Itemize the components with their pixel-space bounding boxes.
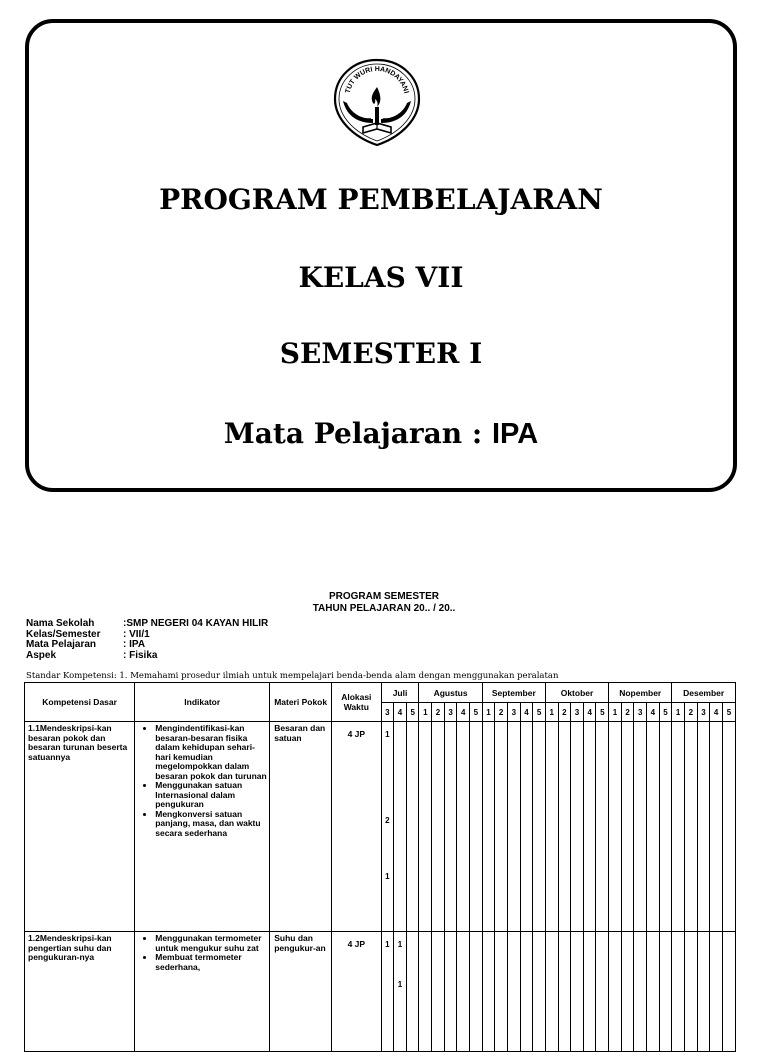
week-cell	[634, 932, 647, 1052]
week-header: 4	[520, 703, 533, 722]
week-cell	[394, 722, 407, 932]
info-row	[26, 619, 268, 630]
week-cell	[647, 722, 660, 932]
week-cell	[406, 932, 419, 1052]
week-header: 3	[507, 703, 520, 722]
week-header: 2	[684, 703, 697, 722]
indikator-cell	[135, 932, 270, 1052]
week-header: 2	[621, 703, 634, 722]
week-header: 4	[583, 703, 596, 722]
indikator-item: • Mengkonversi satuan panjang, masa, dan waktu secara sederhana	[155, 810, 269, 839]
program-semester-title: PROGRAM SEMESTER	[328, 591, 439, 602]
week-header: 2	[495, 703, 508, 722]
week-header: 3	[634, 703, 647, 722]
week-mark: 1	[385, 940, 390, 949]
week-cell	[533, 932, 546, 1052]
indikator-item: • Menggunakan termometer untuk mengukur suhu zat	[155, 934, 269, 953]
week-cell	[583, 722, 596, 932]
week-header: 3	[381, 703, 394, 722]
week-header: 2	[432, 703, 445, 722]
week-cell	[444, 932, 457, 1052]
week-cell	[697, 722, 710, 932]
week-cell	[545, 932, 558, 1052]
week-cell	[558, 722, 571, 932]
week-cell	[596, 722, 609, 932]
info-row	[26, 640, 268, 651]
week-cell	[545, 722, 558, 932]
kompetensi-dasar-cell: 1.1Mendeskripsi-kan besaran pokok dan besaran turunan beserta satuannya	[25, 722, 135, 932]
week-cell	[457, 932, 470, 1052]
week-cell	[419, 932, 432, 1052]
week-cell	[659, 722, 672, 932]
week-cell	[520, 722, 533, 932]
week-cell	[444, 722, 457, 932]
month-header: Juli	[381, 683, 419, 703]
week-cell	[647, 932, 660, 1052]
info-value: : IPA	[123, 639, 146, 650]
week-cell	[432, 722, 445, 932]
week-cell	[621, 722, 634, 932]
indikator-item: • Membuat termometer sederhana,	[155, 953, 269, 972]
week-header: 5	[533, 703, 546, 722]
semester-program-table	[24, 682, 736, 1052]
cover-semester: SEMESTER I	[279, 337, 483, 370]
cover-kelas: KELAS VII	[298, 261, 464, 294]
mapel-label: Mata Pelajaran :	[223, 417, 492, 450]
week-cell	[432, 932, 445, 1052]
week-header: 1	[545, 703, 558, 722]
week-cell	[470, 722, 483, 932]
week-cell	[659, 932, 672, 1052]
week-cell	[609, 932, 622, 1052]
week-header: 3	[444, 703, 457, 722]
week-cell	[507, 932, 520, 1052]
week-header: 3	[571, 703, 584, 722]
month-header: Oktober	[545, 683, 608, 703]
info-label: Aspek	[26, 649, 57, 661]
info-value: : Fisika	[123, 649, 158, 661]
week-cell	[571, 722, 584, 932]
table-row	[25, 722, 736, 932]
alokasi-waktu-cell: 4 JP	[332, 722, 381, 932]
week-cell	[533, 722, 546, 932]
week-cell	[558, 932, 571, 1052]
program-semester-subtitle: TAHUN PELAJARAN 20.. / 20..	[312, 603, 456, 614]
info-label: Mata Pelajaran	[26, 639, 97, 650]
week-cell	[571, 932, 584, 1052]
header-materi-pokok: Materi Pokok	[270, 683, 332, 722]
week-cell	[406, 722, 419, 932]
materi-pokok-cell: Besaran dan satuan	[270, 722, 332, 932]
week-mark: 1	[397, 940, 403, 949]
week-cell	[520, 932, 533, 1052]
week-cell	[697, 932, 710, 1052]
week-header: 4	[647, 703, 660, 722]
week-cell	[583, 932, 596, 1052]
indikator-item: • Menggunakan satuan Internasional dalam pengukuran	[155, 781, 269, 810]
header-alokasi-waktu: Alokasi Waktu	[332, 683, 381, 722]
week-cell	[495, 932, 508, 1052]
week-cell	[722, 932, 735, 1052]
week-cell	[596, 932, 609, 1052]
week-header: 1	[672, 703, 685, 722]
week-header: 5	[722, 703, 735, 722]
header-kompetensi-dasar: Kompetensi Dasar	[25, 683, 135, 722]
week-mark: 2	[385, 816, 390, 825]
week-header: 5	[659, 703, 672, 722]
week-cell	[710, 722, 723, 932]
info-value: : VII/1	[123, 628, 150, 640]
materi-pokok-cell: Suhu dan pengukur-an	[270, 932, 332, 1052]
mapel-value: IPA	[492, 418, 539, 450]
info-value: :SMP NEGERI 04 KAYAN HILIR	[123, 618, 269, 629]
info-label: Nama Sekolah	[26, 618, 95, 629]
cover-mata-pelajaran	[29, 417, 733, 451]
week-cell	[394, 932, 407, 1052]
week-cell	[672, 932, 685, 1052]
week-cell	[381, 932, 394, 1052]
school-info	[26, 619, 268, 661]
cover-frame	[25, 19, 737, 492]
tut-wuri-handayani-logo-icon	[329, 57, 425, 147]
week-cell	[470, 932, 483, 1052]
week-header: 4	[394, 703, 407, 722]
week-cell	[621, 932, 634, 1052]
month-header: September	[482, 683, 545, 703]
week-cell	[684, 722, 697, 932]
week-cell	[482, 932, 495, 1052]
week-header: 5	[406, 703, 419, 722]
info-row	[26, 651, 268, 662]
week-cell	[684, 932, 697, 1052]
week-header: 5	[470, 703, 483, 722]
week-cell	[457, 722, 470, 932]
week-header: 1	[609, 703, 622, 722]
week-header: 5	[596, 703, 609, 722]
table-row	[25, 932, 736, 1052]
kompetensi-dasar-cell: 1.2Mendeskripsi-kan pengertian suhu dan pengukuran-nya	[25, 932, 135, 1052]
indikator-item: • Mengindentifikasi-kan besaran-besaran fisika dalam kehidupan sehari-hari kemudian megelompokkan dalam besaran pokok dan turunan	[155, 724, 269, 781]
month-header: Nopember	[609, 683, 672, 703]
week-cell	[507, 722, 520, 932]
week-header: 3	[697, 703, 710, 722]
week-cell	[672, 722, 685, 932]
week-cell	[710, 932, 723, 1052]
cover-title: PROGRAM PEMBELAJARAN	[159, 183, 603, 216]
week-mark: 1	[385, 872, 390, 881]
indikator-cell	[135, 722, 270, 932]
month-header: Agustus	[419, 683, 482, 703]
week-mark: 1	[385, 730, 390, 739]
month-header: Desember	[672, 683, 736, 703]
standar-kompetensi: Standar Kompetensi: 1. Memahami prosedur ilmiah untuk mempelajari benda-benda alam dengan menggunakan peralatan	[26, 671, 559, 681]
week-header: 4	[710, 703, 723, 722]
week-header: 1	[419, 703, 432, 722]
week-header: 2	[558, 703, 571, 722]
week-cell	[609, 722, 622, 932]
svg-text:TUT WURI HANDAYANI: TUT WURI HANDAYANI	[344, 65, 410, 95]
week-mark: 1	[397, 980, 403, 989]
week-header: 1	[482, 703, 495, 722]
week-cell	[634, 722, 647, 932]
week-cell	[482, 722, 495, 932]
week-header: 4	[457, 703, 470, 722]
week-cell	[495, 722, 508, 932]
info-label: Kelas/Semester	[26, 628, 101, 640]
alokasi-waktu-cell: 4 JP	[332, 932, 381, 1052]
header-indikator: Indikator	[135, 683, 270, 722]
week-cell	[381, 722, 394, 932]
week-cell	[419, 722, 432, 932]
week-cell	[722, 722, 735, 932]
